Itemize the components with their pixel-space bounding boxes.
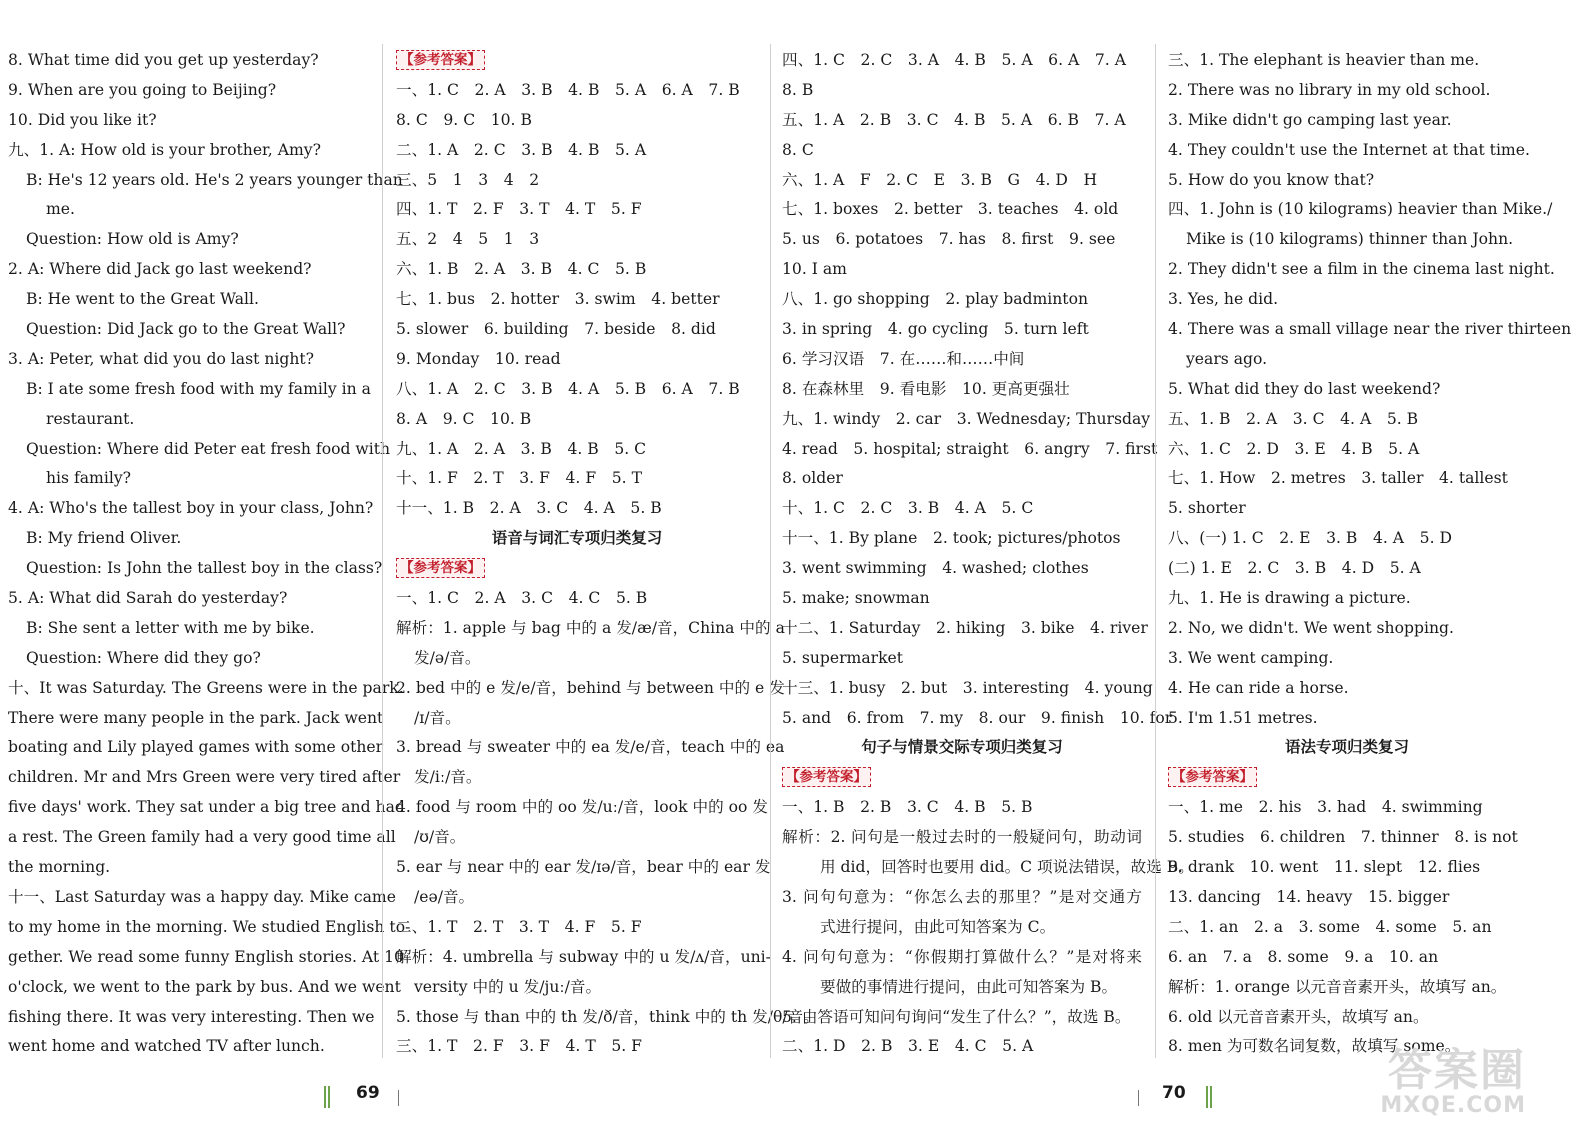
text-line: 式进行提问，由此可知答案为 C。 — [820, 917, 1056, 936]
text-line: 四、1. John is (10 kilograms) heavier than Mike./ — [1168, 200, 1553, 219]
text-line: 2. A: Where did Jack go last weekend? — [8, 260, 312, 279]
text-line: 3. Yes, he did. — [1168, 290, 1279, 309]
section-title: 语法专项归类复习 — [1284, 738, 1409, 757]
text-line: 三、1. The elephant is heavier than me. — [1168, 51, 1480, 69]
text-line: 3. A: Peter, what did you do last night? — [8, 349, 315, 368]
text-line: 一、1. me 2. his 3. had 4. swimming — [1168, 798, 1483, 817]
answer-key-label — [782, 763, 1142, 793]
page-number-tick — [398, 1090, 399, 1106]
text-line: 九、1. A: How old is your brother, Amy? — [8, 140, 321, 159]
text-line: 四、1. T 2. F 3. T 4. T 5. F — [396, 200, 642, 219]
text-line: (二) 1. E 2. C 3. B 4. D 5. A — [1168, 559, 1421, 578]
text-line: 三、1. T 2. F 3. F 4. T 5. F — [396, 1037, 642, 1056]
text-line: o'clock, we went to the park by bus. And we went — [8, 977, 401, 996]
text-line: /ɪ/音。 — [414, 708, 461, 727]
text-line: 八、1. go shopping 2. play badminton — [782, 290, 1088, 309]
text-line: 2. There was no library in my old school. — [1168, 80, 1491, 99]
text-line: 9. When are you going to Beijing? — [8, 80, 277, 99]
text-line: 5. I'm 1.51 metres. — [1168, 708, 1318, 727]
text-line: 四、1. C 2. C 3. A 4. B 5. A 6. A 7. A — [782, 51, 1126, 69]
text-line: Question: Where did they go? — [26, 648, 261, 667]
text-line: 十一、1. B 2. A 3. C 4. A 5. B — [396, 499, 662, 518]
page-number-decoration — [1206, 1086, 1212, 1108]
watermark-logo — [1380, 1045, 1526, 1118]
page-gutter — [770, 44, 771, 1058]
section-title: 语音与词汇专项归类复习 — [491, 529, 663, 548]
text-line: 九、1. A 2. A 3. B 4. B 5. C — [396, 439, 647, 458]
text-line: 七、1. How 2. metres 3. taller 4. tallest — [1168, 469, 1508, 488]
text-line: 九、1. He is drawing a picture. — [1168, 589, 1411, 608]
answer-key-label — [1168, 763, 1526, 793]
text-line: 九、1. windy 2. car 3. Wednesday; Thursday — [782, 409, 1151, 428]
text-line: the morning. — [8, 858, 111, 877]
text-line: 8. B — [782, 80, 814, 99]
text-line: 9. Monday 10. read — [396, 349, 561, 368]
text-line: 13. dancing 14. heavy 15. bigger — [1168, 887, 1450, 906]
text-line: boating and Lily played games with some other — [8, 738, 384, 757]
text-line: 5. shorter — [1168, 499, 1246, 518]
text-line: 4. 问句句意为：“你假期打算做什么？”是对将来 — [782, 947, 1142, 966]
text-line: versity 中的 u 发/juː/音。 — [414, 977, 602, 996]
column-divider — [1155, 44, 1156, 1058]
column-4 — [1168, 46, 1571, 1062]
text-line: 用 did，回答时也要用 did。C 项说法错误，故选 B。 — [820, 858, 1194, 877]
text-line: Question: Where did Peter eat fresh food with — [26, 439, 391, 458]
text-line: 5. slower 6. building 7. beside 8. did — [396, 320, 716, 339]
text-line: 8. older — [782, 469, 843, 488]
text-line: 6. 学习汉语 7. 在……和……中间 — [782, 349, 1025, 368]
answer-key-tag: 【参考答案】 — [782, 767, 871, 787]
text-line: 六、1. C 2. D 3. E 4. B 5. A — [1168, 439, 1420, 458]
text-line: 十、1. F 2. T 3. F 4. F 5. T — [396, 469, 642, 488]
text-line: 一、1. C 2. A 3. C 4. C 5. B — [396, 589, 648, 608]
text-line: 5. 由答语可知问句询问“发生了什么？”，故选 B。 — [782, 1007, 1131, 1026]
text-line: 二、1. T 2. T 3. T 4. F 5. F — [396, 917, 642, 936]
text-line: B: My friend Oliver. — [26, 529, 182, 548]
text-line: /eə/音。 — [414, 887, 475, 906]
text-line: 4. food 与 room 中的 oo 发/uː/音，look 中的 oo 发 — [396, 798, 768, 817]
text-line: 10. I am — [782, 260, 847, 279]
text-line: 八、1. A 2. C 3. B 4. A 5. B 6. A 7. B — [396, 379, 740, 398]
answer-key-tag: 【参考答案】 — [396, 50, 485, 70]
text-line: 一、1. C 2. A 3. B 4. B 5. A 6. A 7. B — [396, 80, 740, 99]
text-line: 8. men 为可数名词复数，故填写 some。 — [1168, 1037, 1461, 1056]
text-line: 8. C 9. C 10. B — [396, 110, 532, 129]
text-line: 5. A: What did Sarah do yesterday? — [8, 589, 288, 608]
text-line: 5. those 与 than 中的 th 发/ð/音，think 中的 th 发/θ/音。 — [396, 1007, 819, 1026]
text-line: 十一、1. By plane 2. took; pictures/photos — [782, 529, 1121, 548]
text-line: to my home in the morning. We studied English to- — [8, 917, 411, 936]
text-line: 十二、1. Saturday 2. hiking 3. bike 4. river — [782, 618, 1148, 637]
text-line: gether. We read some funny English stories. At 10 — [8, 947, 404, 966]
watermark-url: MXQE.COM — [1380, 1093, 1526, 1118]
text-line: 4. He can ride a horse. — [1168, 678, 1349, 697]
text-line: restaurant. — [46, 409, 135, 428]
text-line: 3. Mike didn't go camping last year. — [1168, 110, 1452, 129]
text-line: 5. ear 与 near 中的 ear 发/ɪə/音，bear 中的 ear 发 — [396, 858, 771, 877]
text-line: 8. A 9. C 10. B — [396, 409, 532, 428]
text-line: There were many people in the park. Jack went — [8, 708, 384, 727]
text-line: 5. supermarket — [782, 648, 904, 667]
text-line: 3. bread 与 sweater 中的 ea 发/e/音，teach 中的 ea — [396, 738, 785, 757]
text-line: 十三、1. busy 2. but 3. interesting 4. young — [782, 678, 1153, 697]
column-1 — [8, 46, 411, 1062]
text-line: me. — [46, 200, 75, 219]
text-line: 5. us 6. potatoes 7. has 8. first 9. see — [782, 230, 1116, 249]
text-line: 3. 问句句意为：“你怎么去的那里？”是对交通方 — [782, 887, 1142, 906]
text-line: 3. went swimming 4. washed; clothes — [782, 559, 1089, 578]
text-line: 10. Did you like it? — [8, 110, 157, 129]
text-line: fishing there. It was very interesting. Then we — [8, 1007, 375, 1026]
text-line: children. Mr and Mrs Green were very tired after — [8, 768, 401, 787]
text-line: /ʊ/音。 — [414, 828, 466, 847]
text-line: 8. What time did you get up yesterday? — [8, 51, 319, 69]
answer-key-tag: 【参考答案】 — [1168, 767, 1257, 787]
text-line: Question: How old is Amy? — [26, 230, 239, 249]
text-line: 六、1. B 2. A 3. B 4. C 5. B — [396, 260, 647, 279]
text-line: 七、1. bus 2. hotter 3. swim 4. better — [396, 290, 720, 309]
text-line: 八、(一) 1. C 2. E 3. B 4. A 5. D — [1168, 529, 1452, 548]
text-line: 4. They couldn't use the Internet at that time. — [1168, 140, 1530, 159]
text-line: Mike is (10 kilograms) thinner than John. — [1186, 230, 1514, 249]
text-line: 七、1. boxes 2. better 3. teaches 4. old — [782, 200, 1119, 219]
text-line: 发/ə/音。 — [414, 648, 481, 667]
text-line: B: He's 12 years old. He's 2 years younger than — [26, 170, 403, 189]
section-title: 句子与情景交际专项归类复习 — [861, 738, 1063, 757]
text-line: a rest. The Green family had a very good time all — [8, 828, 396, 847]
text-line: 解析：2. 问句是一般过去时的一般疑问句，助动词 — [782, 828, 1142, 847]
text-line: 4. A: Who's the tallest boy in your class, John? — [8, 499, 374, 518]
page-number-decoration — [324, 1086, 330, 1108]
text-line: B: He went to the Great Wall. — [26, 290, 259, 309]
text-line: 二、1. an 2. a 3. some 4. some 5. an — [1168, 917, 1492, 936]
text-line: 五、1. A 2. B 3. C 4. B 5. A 6. B 7. A — [782, 110, 1126, 129]
text-line: five days' work. They sat under a big tree and had — [8, 798, 405, 817]
text-line: 5. and 6. from 7. my 8. our 9. finish 10. for — [782, 708, 1173, 727]
text-line: 发/iː/音。 — [414, 768, 482, 787]
page-number-left: 69 — [356, 1083, 380, 1103]
answer-key-label — [396, 46, 758, 76]
text-line: 3. We went camping. — [1168, 648, 1334, 667]
text-line: 要做的事情进行提问，由此可知答案为 B。 — [820, 977, 1118, 996]
text-line: Question: Is John the tallest boy in the class? — [26, 559, 383, 578]
text-line: 5. How do you know that? — [1168, 170, 1375, 189]
page-number-right: 70 — [1162, 1083, 1186, 1103]
answer-key-label — [396, 554, 758, 584]
text-line: 8. C — [782, 140, 814, 159]
text-line: 2. They didn't see a film in the cinema last night. — [1168, 260, 1555, 279]
text-line: 9. drank 10. went 11. slept 12. flies — [1168, 858, 1481, 877]
text-line: his family? — [46, 469, 131, 488]
text-line: B: She sent a letter with me by bike. — [26, 618, 315, 637]
text-line: 十、It was Saturday. The Greens were in the park. — [8, 678, 404, 697]
text-line: 十一、Last Saturday was a happy day. Mike came — [8, 887, 396, 906]
column-divider — [382, 44, 383, 1058]
text-line: 十、1. C 2. C 3. B 4. A 5. C — [782, 499, 1034, 518]
answer-key-tag: 【参考答案】 — [396, 558, 485, 578]
text-line: 一、1. B 2. B 3. C 4. B 5. B — [782, 798, 1033, 817]
text-line: Question: Did Jack go to the Great Wall? — [26, 320, 346, 339]
text-line: 6. an 7. a 8. some 9. a 10. an — [1168, 947, 1439, 966]
text-line: 4. There was a small village near the river thirteen — [1168, 320, 1571, 339]
text-line: 5. studies 6. children 7. thinner 8. is not — [1168, 828, 1518, 847]
text-line: 五、2 4 5 1 3 — [396, 230, 540, 249]
text-line: 二、1. A 2. C 3. B 4. B 5. A — [396, 140, 647, 159]
text-line: 5. make; snowman — [782, 589, 930, 608]
text-line: B: I ate some fresh food with my family in a — [26, 379, 371, 398]
text-line: 6. old 以元音音素开头，故填写 an。 — [1168, 1007, 1429, 1026]
text-line: 六、1. A F 2. C E 3. B G 4. D H — [782, 170, 1098, 189]
text-line: 4. read 5. hospital; straight 6. angry 7. first — [782, 439, 1158, 458]
page-number-tick — [1138, 1090, 1139, 1106]
text-line: 解析：4. umbrella 与 subway 中的 u 发/ʌ/音，uni- — [396, 947, 771, 966]
text-line: 2. No, we didn't. We went shopping. — [1168, 618, 1454, 637]
text-line: 5. What did they do last weekend? — [1168, 379, 1441, 398]
text-line: 解析：1. apple 与 bag 中的 a 发/æ/音，China 中的 a — [396, 618, 785, 637]
text-line: 解析：1. orange 以元音音素开头，故填写 an。 — [1168, 977, 1507, 996]
text-line: went home and watched TV after lunch. — [8, 1037, 325, 1056]
column-3 — [782, 46, 1194, 1062]
text-line: 3. in spring 4. go cycling 5. turn left — [782, 320, 1089, 339]
text-line: 2. bed 中的 e 发/e/音，behind 与 between 中的 e 发 — [396, 678, 785, 697]
text-line: 三、5 1 3 4 2 — [396, 170, 540, 189]
watermark-text: 答案圈 — [1388, 1045, 1526, 1096]
text-line: 二、1. D 2. B 3. E 4. C 5. A — [782, 1037, 1034, 1056]
text-line: 8. 在森林里 9. 看电影 10. 更高更强壮 — [782, 379, 1070, 398]
text-line: 五、1. B 2. A 3. C 4. A 5. B — [1168, 409, 1419, 428]
text-line: years ago. — [1186, 349, 1268, 368]
